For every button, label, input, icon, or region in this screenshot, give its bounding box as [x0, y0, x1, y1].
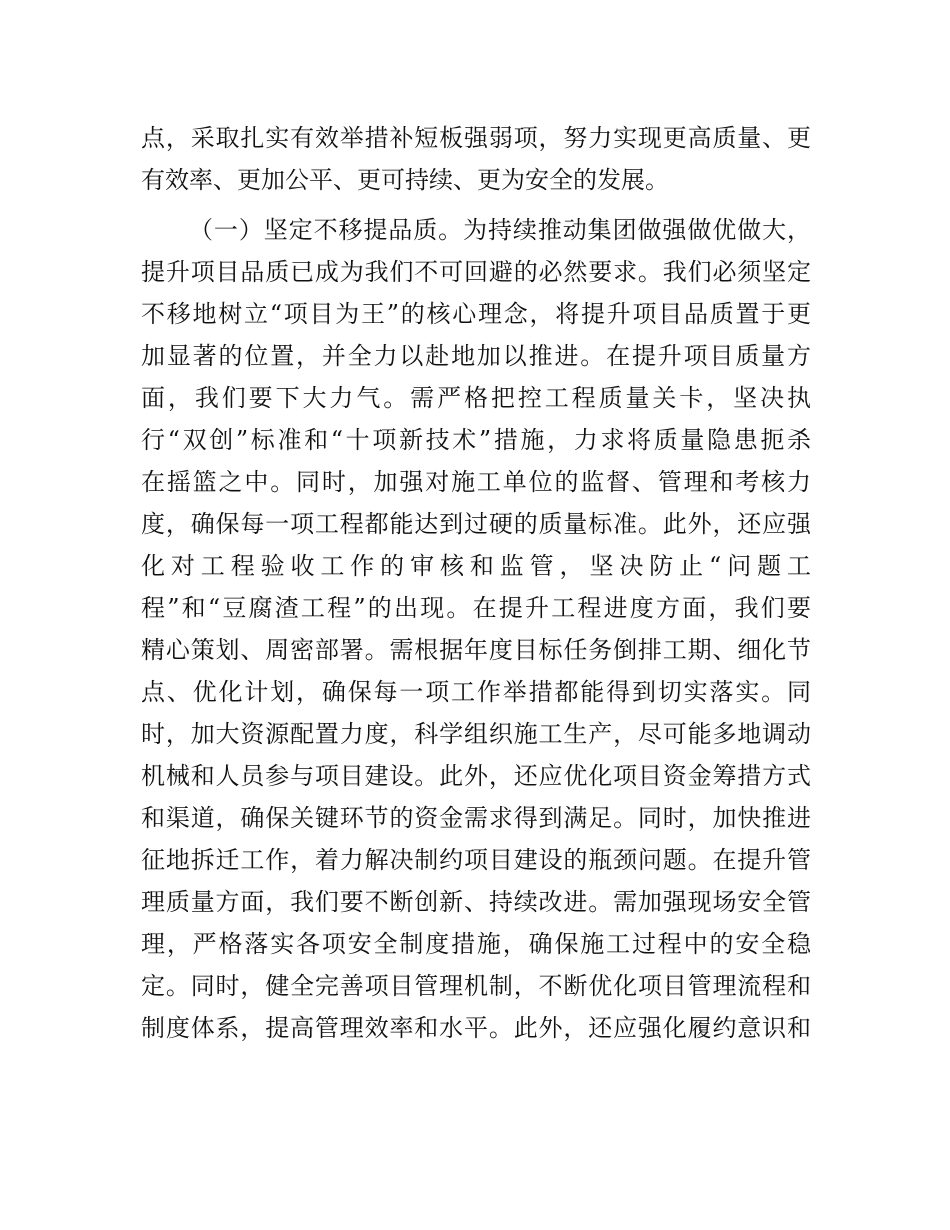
text-line: 加显著的位置，并全力以赴地加以推进。在提升项目质量方 [141, 342, 811, 370]
body-text [141, 117, 811, 1049]
text-line: 不移地树立“项目为王”的核心理念，将提升项目品质置于更 [141, 300, 811, 328]
text-line: 定。同时，健全完善项目管理机制，不断优化项目管理流程和 [141, 972, 811, 1000]
text-line: 度，确保每一项工程都能达到过硬的质量标准。此外，还应强 [141, 510, 811, 538]
text-line: 提升项目品质已成为我们不可回避的必然要求。我们必须坚定 [141, 258, 811, 286]
text-line: 行“双创”标准和“十项新技术”措施，力求将质量隐患扼杀 [141, 426, 811, 454]
text-line: 机械和人员参与项目建设。此外，还应优化项目资金筹措方式 [141, 762, 811, 790]
text-line: 程”和“豆腐渣工程”的出现。在提升工程进度方面，我们要 [141, 594, 811, 622]
paragraph-1 [141, 117, 811, 201]
text-line: 点、优化计划，确保每一项工作举措都能得到切实落实。同 [141, 678, 811, 706]
text-line: 理，严格落实各项安全制度措施，确保施工过程中的安全稳 [141, 930, 811, 958]
text-line: 精心策划、周密部署。需根据年度目标任务倒排工期、细化节 [141, 636, 811, 664]
text-line: 化对工程验收工作的审核和监管，坚决防止“问题工 [141, 552, 811, 580]
text-line: 有效率、更加公平、更可持续、更为安全的发展。 [141, 166, 669, 194]
text-line: 制度体系，提高管理效率和水平。此外，还应强化履约意识和 [141, 1014, 811, 1042]
text-line: 和渠道，确保关键环节的资金需求得到满足。同时，加快推进 [141, 804, 811, 832]
text-line: 理质量方面，我们要不断创新、持续改进。需加强现场安全管 [141, 888, 811, 916]
text-line: 时，加大资源配置力度，科学组织施工生产，尽可能多地调动 [141, 720, 811, 748]
paragraph-gap [141, 201, 811, 209]
text-line: 面，我们要下大力气。需严格把控工程质量关卡，坚决执 [141, 384, 811, 412]
text-line: 点，采取扎实有效举措补短板强弱项，努力实现更高质量、更 [141, 124, 811, 152]
text-line: （一）坚定不移提品质。为持续推动集团做强做优做大， [189, 216, 811, 244]
paragraph-2 [141, 209, 811, 1049]
text-line: 征地拆迁工作，着力解决制约项目建设的瓶颈问题。在提升管 [141, 846, 811, 874]
text-line: 在摇篮之中。同时，加强对施工单位的监督、管理和考核力 [141, 468, 811, 496]
